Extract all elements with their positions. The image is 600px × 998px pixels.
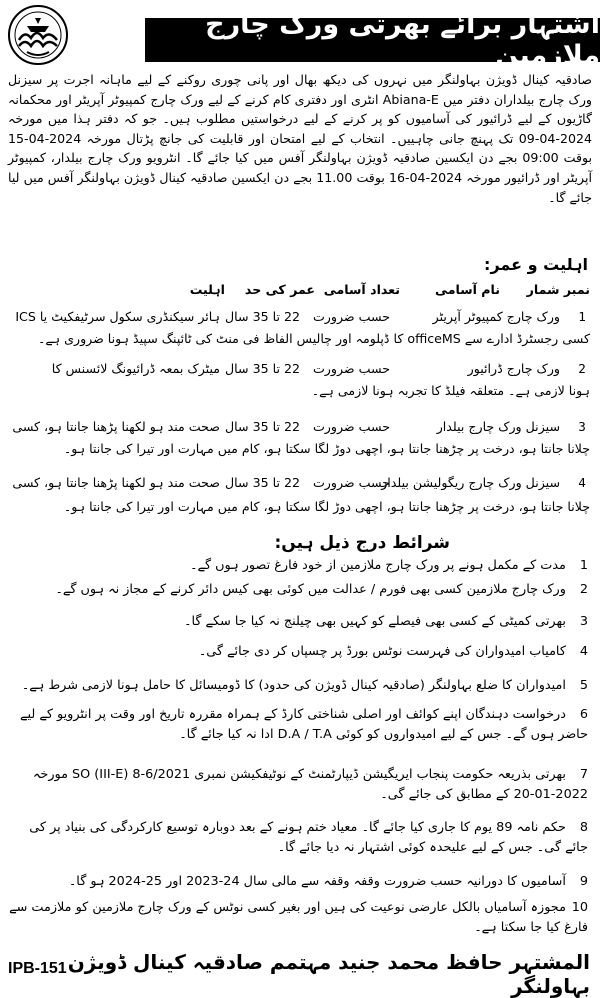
condition-item xyxy=(8,642,588,662)
condition-text: امیدواران کا ضلع بہاولنگر (صادقیہ کینال ڈویژن کی حدود) کا ڈومیسائل کا حامل ہونا لازمی شرط ہے۔ xyxy=(21,678,566,693)
condition-text: آسامیوں کا دورانیہ حسب ضرورت وقفہ وقفہ سے مالی سال 24-2023 اور 25-2024 ہو گا۔ xyxy=(68,874,566,889)
condition-item xyxy=(8,705,588,745)
condition-item xyxy=(8,765,588,805)
header-post: نام آسامی xyxy=(434,282,500,297)
condition-text: مدت کے مکمل ہونے پر ورک چارج ملازمین از خود فارغ تصور ہوں گے۔ xyxy=(190,558,566,573)
condition-text: حکم نامہ 89 یوم کا جاری کیا جائے گا۔ معیاد ختم ہونے کے بعد دوبارہ توسیع کارکردگی کی بنیاد پر کی جائے گی۔ جس کے لیے علیحدہ کوئی اشتہار نہ دیا جائے گا۔ xyxy=(29,820,588,855)
qualification-continued: چلانا جانتا ہو، درخت پر چڑھنا جانتا ہو، اچھی دوڑ لگا سکتا ہو، کام میں مہارت اور تیرا کی جانتا ہو۔ xyxy=(63,499,590,514)
header-count: تعداد آسامی xyxy=(323,282,400,297)
condition-number: 7 xyxy=(579,767,588,782)
condition-item xyxy=(8,898,588,938)
conditions-heading: شرائط درج ذیل ہیں: xyxy=(274,533,450,553)
condition-number: 5 xyxy=(579,678,588,693)
condition-item xyxy=(8,818,588,858)
post-name: سیزنل ورک چارج ریگولیشن بیلدار xyxy=(381,475,560,490)
age-limit: 22 تا 35 سال xyxy=(225,361,300,376)
post-name: ورک چارج کمپیوٹر آپریٹر xyxy=(432,309,560,324)
advertiser-signature: المشتہر حافظ محمد جنید مہتمم صادقیہ کینال ڈویژن بہاولنگر xyxy=(67,950,590,998)
page-title: اشتہار برائے بھرتی ورک چارج ملازمین xyxy=(145,18,600,62)
condition-text: ورک چارج ملازمین کسی بھی فورم / عدالت میں کوئی بھی کیس دائر کرنے کے مجاز نہ ہوں گے۔ xyxy=(55,582,566,597)
condition-item xyxy=(8,580,588,600)
condition-number: 10 xyxy=(571,900,588,915)
age-limit: 22 تا 35 سال xyxy=(225,309,300,324)
table-header xyxy=(10,279,590,301)
age-limit: 22 تا 35 سال xyxy=(225,475,300,490)
header-age: عمر کی حد xyxy=(244,282,315,297)
row-number: 4 xyxy=(578,475,586,490)
punjab-government-logo-icon xyxy=(5,4,71,66)
post-name: ورک چارج ڈرائیور xyxy=(467,361,560,376)
post-count: حسب ضرورت xyxy=(312,475,390,490)
table-row xyxy=(10,358,590,404)
condition-number: 8 xyxy=(579,820,588,835)
condition-item xyxy=(8,556,588,576)
qualification-continued: کسی رجسٹرڈ ادارے سے officeMS کا ڈپلومہ اور چالیس الفاظ فی منٹ کی ٹائپنگ سپیڈ ہونا ضروری ہے۔ xyxy=(37,331,590,346)
post-count: حسب ضرورت xyxy=(312,361,390,376)
condition-number: 1 xyxy=(579,558,588,573)
table-row xyxy=(10,416,590,462)
header-qualification: اہلیت xyxy=(189,282,225,297)
header-serial: نمبر شمار xyxy=(526,282,590,297)
condition-item xyxy=(8,872,588,892)
condition-number: 9 xyxy=(579,874,588,889)
ipb-code: IPB-151 xyxy=(8,960,67,977)
condition-item xyxy=(8,612,588,632)
row-number: 3 xyxy=(578,419,586,434)
qualification-heading: اہلیت و عمر: xyxy=(484,255,588,274)
post-name: سیزنل ورک چارج بیلدار xyxy=(436,419,560,434)
row-number: 1 xyxy=(578,309,586,324)
qualification: صحت مند ہو لکھنا پڑھنا جانتا ہو، کسی xyxy=(12,419,220,434)
header xyxy=(5,4,600,71)
qualification: میٹرک بمعہ ڈرائیونگ لائسنس کا xyxy=(51,361,220,376)
condition-text: بھرتی کمیٹی کے کسی بھی فیصلے کو کہیں بھی چیلنج نہ کیا جا سکے گا۔ xyxy=(183,614,566,629)
table-row xyxy=(10,306,590,352)
intro-paragraph: صادقیہ کینال ڈویژن بہاولنگر میں نہروں کی دیکھ بھال اور پانی چوری روکنے کے لیے ماہانہ اجرت پر سیزنل ورک چارج بیلداران دفتر میں Abiana-E انٹری اور دفتری کام کرنے کے لیے ورک چارج کمپیوٹر آپریٹر اور محکمانہ گاڑیوں کے لیے ڈرائیور کی آسامیوں کو پر کرنے کے لیے درخواستیں مطلوب ہیں۔ جو کہ دفتر ہذا میں مورخہ 2024-04-09 تک پہنچ جانی چاہییں۔ انتخاب کے لیے امتحان اور قابلیت کی جانچ پڑتال مورخہ 2024-04-15 بوقت 09:00 بجے دن ایکسین صادقیہ ڈویژن بہاولنگر آفس میں کیا جائے گا۔ انٹرویو ورک چارج بیلدار، کمپیوٹر آپریٹر اور ڈرائیور مورخہ 2024-04-16 بوقت 11.00 بجے دن ایکسین صادقیہ کینال ڈویژن بہاولنگر آفس میں لیا جائے گا۔ xyxy=(8,72,592,205)
condition-text: درخواست دہندگان اپنے کوائف اور اصلی شناختی کارڈ کے ہمراہ مقررہ تاریخ اور وقت پر انٹرویو کے لیے حاضر ہوں گے۔ جس کے لیے امیدواروں کو کوئی D.A / T.A ادا نہ کیا جائے گا۔ xyxy=(20,707,588,742)
age-limit: 22 تا 35 سال xyxy=(225,419,300,434)
condition-number: 4 xyxy=(579,644,588,659)
qualification: ہائر سیکنڈری سکول سرٹیفکیٹ یا ICS xyxy=(15,309,220,324)
qualification-continued: ہونا لازمی ہے۔ متعلقہ فیلڈ کا تجربہ ہونا لازمی ہے۔ xyxy=(311,383,590,398)
post-count: حسب ضرورت xyxy=(312,419,390,434)
post-count: حسب ضرورت xyxy=(312,309,390,324)
condition-text: مجوزہ آسامیاں بالکل عارضی نوعیت کی ہیں اور بغیر کسی نوٹس کے ورک چارج ملازمین کو ملازمت سے فارغ کیا جا سکتا ہے۔ xyxy=(9,900,588,935)
condition-text: کامیاب امیدواران کی فہرست نوٹس بورڈ پر چسپاں کر دی جائے گی۔ xyxy=(198,644,566,659)
condition-number: 3 xyxy=(579,614,588,629)
condition-number: 6 xyxy=(579,707,588,722)
row-number: 2 xyxy=(578,361,586,376)
condition-text: بھرتی بذریعہ حکومت پنجاب ایریگیشن ڈیپارٹمنٹ کے نوٹیفکیشن نمبری SO (III-E) 8-6/2021 مورخہ 2022-01-20 کے مطابق کی جائے گی۔ xyxy=(32,767,588,802)
condition-item xyxy=(8,676,588,696)
qualification: صحت مند ہو لکھنا پڑھنا جانتا ہو، کسی xyxy=(12,475,220,490)
table-row xyxy=(10,472,590,522)
qualification-continued: چلانا جانتا ہو، درخت پر چڑھنا جانتا ہو، اچھی دوڑ لگا سکتا ہو، کام میں مہارت اور تیرا کی جانتا ہو۔ xyxy=(63,441,590,456)
condition-number: 2 xyxy=(579,582,588,597)
